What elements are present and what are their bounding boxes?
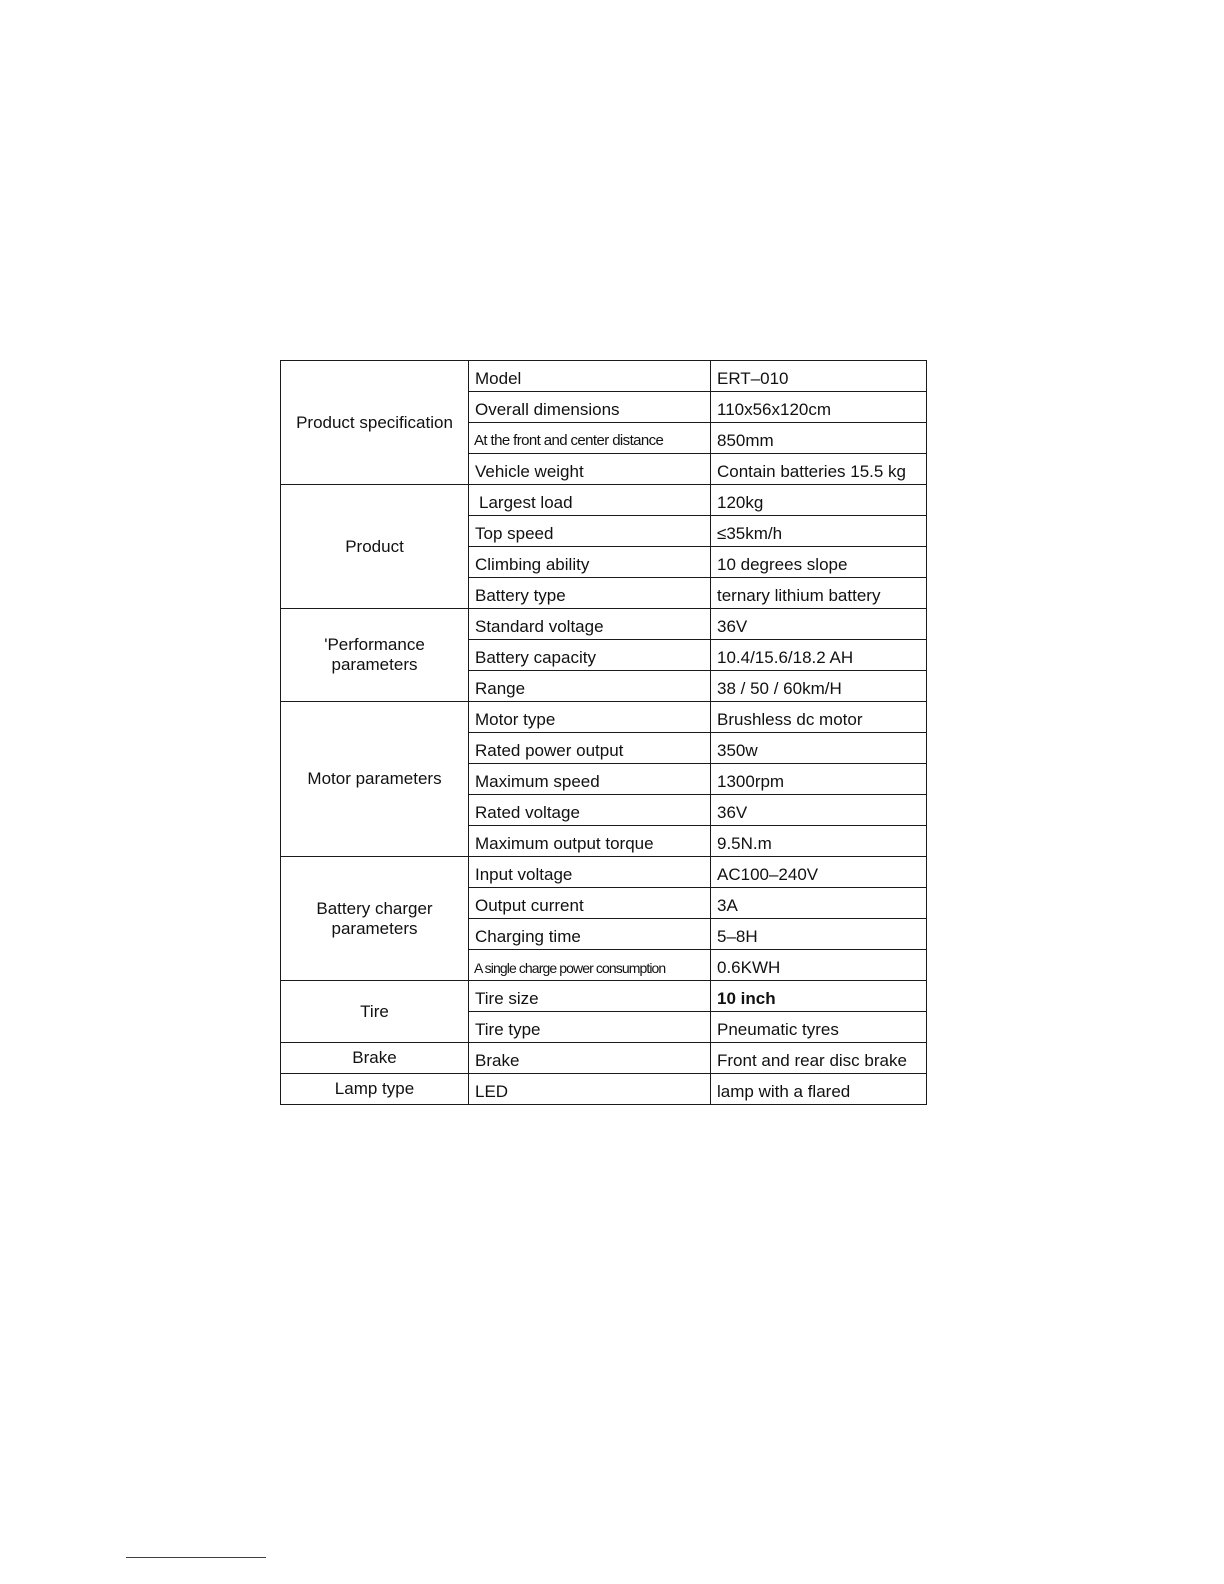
- param-cell: Battery type: [469, 578, 711, 609]
- value-cell: 9.5N.m: [711, 826, 927, 857]
- param-cell: Top speed: [469, 516, 711, 547]
- value-cell: Front and rear disc brake: [711, 1043, 927, 1074]
- value-cell: Contain batteries 15.5 kg: [711, 454, 927, 485]
- table-row: [281, 702, 927, 733]
- value-cell: 5–8H: [711, 919, 927, 950]
- spec-table: [280, 360, 927, 1105]
- param-cell: Brake: [469, 1043, 711, 1074]
- value-cell: 10 degrees slope: [711, 547, 927, 578]
- value-cell: 3A: [711, 888, 927, 919]
- table-row: [281, 609, 927, 640]
- value-cell: 36V: [711, 609, 927, 640]
- param-cell: Input voltage: [469, 857, 711, 888]
- param-cell: Charging time: [469, 919, 711, 950]
- param-cell: Rated voltage: [469, 795, 711, 826]
- value-cell: 10 inch: [711, 981, 927, 1012]
- param-cell: Maximum output torque: [469, 826, 711, 857]
- value-cell: 10.4/15.6/18.2 AH: [711, 640, 927, 671]
- table-row: [281, 361, 927, 392]
- param-cell: Vehicle weight: [469, 454, 711, 485]
- value-cell: ERT–010: [711, 361, 927, 392]
- footnote-separator-line: [126, 1557, 266, 1558]
- table-row: [281, 485, 927, 516]
- value-cell: 38 / 50 / 60km/H: [711, 671, 927, 702]
- group-label-lamp-type: Lamp type: [281, 1074, 469, 1105]
- value-cell: 350w: [711, 733, 927, 764]
- param-cell: Standard voltage: [469, 609, 711, 640]
- value-cell: lamp with a flared: [711, 1074, 927, 1105]
- param-cell: Battery capacity: [469, 640, 711, 671]
- param-cell: At the front and center distance: [469, 423, 711, 454]
- value-cell: Pneumatic tyres: [711, 1012, 927, 1043]
- table-row: [281, 981, 927, 1012]
- param-cell: Motor type: [469, 702, 711, 733]
- value-cell: AC100–240V: [711, 857, 927, 888]
- param-cell: Rated power output: [469, 733, 711, 764]
- group-label-tire: Tire: [281, 981, 469, 1043]
- value-cell: ternary lithium battery: [711, 578, 927, 609]
- group-label-product: Product: [281, 485, 469, 609]
- param-cell: Output current: [469, 888, 711, 919]
- group-label-performance-parameters: 'Performance parameters: [281, 609, 469, 702]
- value-cell: ≤35km/h: [711, 516, 927, 547]
- param-cell: Maximum speed: [469, 764, 711, 795]
- group-label-battery-charger-parameters: Battery charger parameters: [281, 857, 469, 981]
- param-cell: Largest load: [469, 485, 711, 516]
- param-cell: Climbing ability: [469, 547, 711, 578]
- param-cell: Range: [469, 671, 711, 702]
- param-cell: Model: [469, 361, 711, 392]
- param-cell: Tire type: [469, 1012, 711, 1043]
- value-cell: 0.6KWH: [711, 950, 927, 981]
- value-cell: 850mm: [711, 423, 927, 454]
- param-cell: A single charge power consumption: [469, 950, 711, 981]
- value-cell: 36V: [711, 795, 927, 826]
- value-cell: 110x56x120cm: [711, 392, 927, 423]
- table-row: [281, 1074, 927, 1105]
- value-cell: 1300rpm: [711, 764, 927, 795]
- value-cell: 120kg: [711, 485, 927, 516]
- group-label-brake: Brake: [281, 1043, 469, 1074]
- table-row: [281, 857, 927, 888]
- param-cell: Overall dimensions: [469, 392, 711, 423]
- param-cell: LED: [469, 1074, 711, 1105]
- group-label-motor-parameters: Motor parameters: [281, 702, 469, 857]
- param-cell: Tire size: [469, 981, 711, 1012]
- group-label-product-specification: Product specification: [281, 361, 469, 485]
- table-row: [281, 1043, 927, 1074]
- value-cell: Brushless dc motor: [711, 702, 927, 733]
